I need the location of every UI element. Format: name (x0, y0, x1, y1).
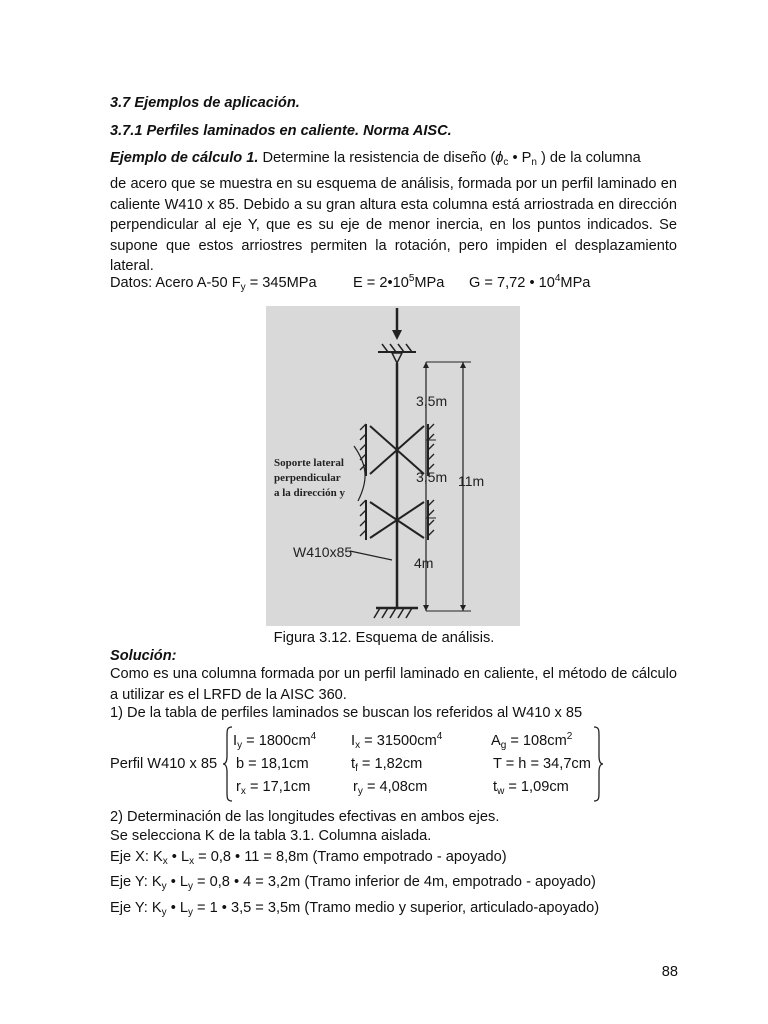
solution-step-2: 2) Determinación de las longitudes efectivas en ambos ejes. (110, 809, 500, 825)
eq3-ks: y (161, 907, 167, 918)
eq3-ls: y (188, 907, 193, 918)
analysis-figure (266, 306, 520, 626)
dim-top-label: 3,5m (416, 393, 448, 409)
ix-val: = 31500cm (364, 733, 437, 749)
fy-subscript: y (240, 282, 246, 293)
rx-val: = 17,1cm (249, 779, 311, 795)
tw-sym: t (493, 779, 498, 795)
figure-caption: Figura 3.12. Esquema de análisis. (273, 630, 495, 646)
dim-bottom-label: 4m (414, 555, 434, 571)
solution-step-1: 1) De la tabla de perfiles laminados se buscan los referidos al W410 x 85 (110, 705, 583, 721)
tf-val: = 1,82cm (361, 756, 423, 772)
ix-sym: I (351, 733, 356, 749)
eq2-a: Eje Y: K (110, 874, 162, 890)
column-diagram (266, 306, 520, 626)
brace-pointer (354, 446, 365, 501)
g-post: MPa (560, 275, 591, 291)
phi-subscript: c (503, 157, 509, 168)
example-body: de acero que se muestra en su esquema de análisis, formada por un perfil laminado en caliente W410 x 85. Debido a su gran altura esta columna está arriostrada en dirección perpendicular al eje Y, que es su eje de menor inercia, en los puntos indicados. Se supone que estos arriostres permiten la rotación, pero impiden el desplazamiento lateral. (110, 176, 677, 274)
top-support (378, 344, 416, 363)
ry-val: = 4,08cm (366, 779, 428, 795)
prop-tf (351, 754, 422, 775)
tf-sym: t (351, 756, 356, 772)
bottom-support (374, 608, 418, 618)
example-intro-b: ) de la columna (541, 150, 641, 166)
brace-label-2: perpendicular (274, 472, 341, 484)
g-exp: 4 (554, 273, 561, 284)
modulus-e: $E = 2•10^5MPa$ (353, 273, 445, 291)
rx-sub: x (240, 786, 246, 797)
eq1-ks: x (162, 856, 168, 867)
right-brace (592, 726, 604, 802)
example-label: Ejemplo de cálculo 1. (110, 150, 259, 166)
prop-rx (236, 777, 310, 798)
page-number: 88 (661, 964, 678, 980)
ag-val: = 108cm (510, 733, 567, 749)
solution-step-2b: Se selecciona K de la tabla 3.1. Columna aislada. (110, 828, 432, 844)
ag-exp: 2 (566, 731, 573, 742)
prop-t: T = h = 34,7cm (493, 756, 591, 772)
dot-operator: • (512, 150, 518, 166)
dim-mid-label: 3,5m (416, 469, 448, 485)
ix-sub: x (355, 740, 361, 751)
eq1-b: • L (167, 849, 190, 865)
eq1-a: Eje X: K (110, 849, 163, 865)
eq3-b: • L (166, 900, 188, 916)
g-pre: G = 7,72 (469, 275, 526, 291)
e-pre: E = 2 (353, 275, 388, 291)
brace-label-3: a la dirección y (274, 487, 345, 499)
prop-tw (493, 777, 569, 798)
equation-y-upper (110, 898, 599, 919)
section-heading: 3.7 Ejemplos de aplicación. (110, 95, 300, 111)
rx-sym: r (236, 779, 241, 795)
eq2-c: = 0,8 • 4 = 3,2m (Tramo inferior de 4m, empotrado - apoyado) (193, 874, 596, 890)
iy-sub: y (237, 740, 243, 751)
prop-ix (351, 731, 442, 752)
modulus-g: G = 7,72 • $10^4MPa$ (469, 273, 591, 291)
load-arrow (392, 308, 402, 340)
ix-exp: 4 (436, 731, 443, 742)
solution-title: Solución: (110, 648, 177, 664)
eq2-ls: y (188, 881, 193, 892)
fy-symbol: F (231, 275, 241, 291)
eq2-ks: y (161, 881, 167, 892)
iy-val: = 1800cm (246, 733, 311, 749)
iy-sym: I (233, 733, 238, 749)
fy-value: = 345MPa (249, 275, 317, 291)
example-intro-line (110, 148, 677, 169)
prop-ry (353, 777, 427, 798)
dim-total-label: 11m (458, 473, 485, 489)
ag-sub: g (500, 740, 507, 751)
subsection-heading: 3.7.1 Perfiles laminados en caliente. Norma AISC. (110, 123, 452, 139)
prop-ag (491, 731, 572, 752)
example-intro-a: Determine la resistencia de diseño ( (262, 150, 496, 166)
datos-line (110, 273, 317, 294)
datos-label: Datos: Acero A-50 (110, 275, 228, 291)
equation-x (110, 847, 507, 868)
ry-sub: y (357, 786, 363, 797)
p-symbol: P (521, 150, 532, 166)
e-exp: 5 (408, 273, 415, 284)
eq3-a: Eje Y: K (110, 900, 162, 916)
e-mid: 10 (392, 275, 409, 291)
solution-paragraph: Como es una columna formada por un perfil laminado en caliente, el método de cálculo a utilizar es el LRFD de la AISC 360. (110, 666, 677, 703)
tw-sub: w (497, 786, 505, 797)
p-subscript: n (531, 157, 537, 168)
eq1-ls: x (189, 856, 195, 867)
ag-sym: A (491, 733, 501, 749)
perfil-label: Perfil W410 x 85 (110, 756, 218, 772)
g-mid: 10 (538, 275, 555, 291)
e-post: MPa (414, 275, 445, 291)
prop-b: b = 18,1cm (236, 756, 309, 772)
ry-sym: r (353, 779, 358, 795)
eq2-b: • L (166, 874, 188, 890)
phi-symbol: ϕ (495, 150, 504, 166)
eq3-c: = 1 • 3,5 = 3,5m (Tramo medio y superior, articulado-apoyado) (193, 900, 600, 916)
tw-val: = 1,09cm (508, 779, 569, 795)
eq1-c: = 0,8 • 11 = 8,8m (Tramo empotrado - apoyado) (194, 849, 507, 865)
tf-sub: f (355, 763, 358, 774)
section-pointer (350, 551, 392, 560)
prop-iy (233, 731, 316, 752)
brace-label-1: Soporte lateral (274, 457, 344, 469)
iy-exp: 4 (310, 731, 317, 742)
equation-y-lower (110, 872, 596, 893)
section-label: W410x85 (293, 544, 353, 560)
